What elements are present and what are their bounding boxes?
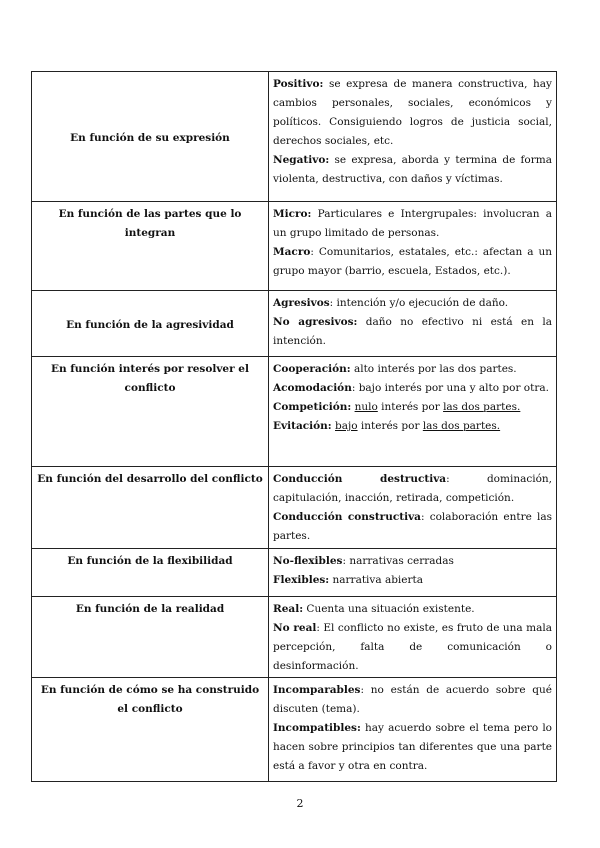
- term-label: Acomodación: [273, 382, 352, 394]
- category-cell: En función de las partes que lo integran: [32, 202, 269, 291]
- description-cell: Agresivos: intención y/o ejecución de daño. No agresivos: daño no efectivo ni está en la intención.: [269, 291, 557, 357]
- description-cell: Incomparables: no están de acuerdo sobre qué discuten (tema). Incompatibles: hay acuerdo sobre el tema pero lo hacen sobre principios tan diferentes que una parte está a favor y otra en contra.: [269, 678, 557, 782]
- term-label: Micro:: [273, 208, 312, 220]
- term-label: Positivo:: [273, 78, 324, 90]
- term-label: Macro: [273, 246, 311, 258]
- term-label: Conducción destructiva: [273, 473, 447, 485]
- term-label: Cooperación:: [273, 363, 351, 375]
- classification-table: [31, 71, 557, 782]
- term-label: Real:: [273, 603, 304, 615]
- description-cell: Cooperación: alto interés por las dos partes. Acomodación: bajo interés por una y alto por otra. Competición: nulo interés por las dos partes. Evitación: bajo interés por las dos partes.: [269, 357, 557, 467]
- category-cell: En función interés por resolver el conflicto: [32, 357, 269, 467]
- term-label: Incompatibles:: [273, 722, 361, 734]
- description-cell: Micro: Particulares e Intergrupales: involucran a un grupo limitado de personas. Macro: Comunitarios, estatales, etc.: afectan a un grupo mayor (barrio, escuela, Estados, etc.).: [269, 202, 557, 291]
- description-cell: Conducción destructiva: dominación, capitulación, inacción, retirada, competición. Conducción constructiva: colaboración entre las partes.: [269, 467, 557, 549]
- table-row: [32, 202, 557, 291]
- category-cell: En función de la realidad: [32, 597, 269, 678]
- term-label: No real: [273, 622, 317, 634]
- table-row: [32, 72, 557, 202]
- table-row: [32, 467, 557, 549]
- table-row: [32, 291, 557, 357]
- table-row: [32, 597, 557, 678]
- term-label: Incomparables: [273, 684, 361, 696]
- term-label: Flexibles:: [273, 574, 330, 586]
- category-cell: En función de cómo se ha construido el conflicto: [32, 678, 269, 782]
- description-cell: No-flexibles: narrativas cerradas Flexibles: narrativa abierta: [269, 549, 557, 597]
- page-number: 2: [296, 797, 304, 810]
- table-row: [32, 549, 557, 597]
- term-label: Competición:: [273, 401, 352, 413]
- term-label: Negativo:: [273, 154, 330, 166]
- category-cell: En función de la flexibilidad: [32, 549, 269, 597]
- description-cell: Real: Cuenta una situación existente. No real: El conflicto no existe, es fruto de una mala percepción, falta de comunicación o desinformación.: [269, 597, 557, 678]
- term-label: Evitación:: [273, 420, 332, 432]
- term-label: No-flexibles: [273, 555, 343, 567]
- description-cell: Positivo: se expresa de manera constructiva, hay cambios personales, sociales, económicos y políticos. Consiguiendo logros de justicia social, derechos sociales, etc. Negativo: se expresa, aborda y termina de forma violenta, destructiva, con daños y víctimas.: [269, 72, 557, 202]
- category-cell: En función de su expresión: [32, 72, 269, 202]
- term-label: Conducción constructiva: [273, 511, 421, 523]
- table-row: [32, 357, 557, 467]
- table-row: [32, 678, 557, 782]
- category-cell: En función de la agresividad: [32, 291, 269, 357]
- term-label: No agresivos:: [273, 316, 358, 328]
- term-label: Agresivos: [273, 297, 330, 309]
- category-cell: En función del desarrollo del conflicto: [32, 467, 269, 549]
